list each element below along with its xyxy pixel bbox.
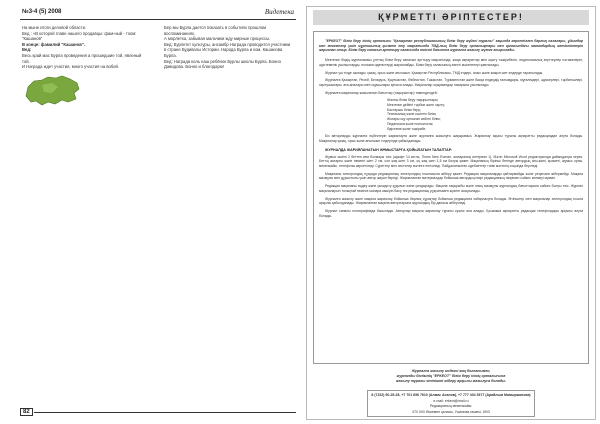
paragraph: Жұмыс мәтіні 2 беттен кем болмауы тиіс (шрифт 14 кегль, Times New Roman, жоларалық интервал 1). Мәтін Microsoft Word редакторында дайындалуы керек. Беттің жоғарғы және төменгі шеті 2 см, сол жақ шеті 3 см, оң жақ шеті 1,5 см болуы қажет. Мақаланың бірінші бетінде автордың аты-жөні, қызметі, жұмыс орны, мекенжайы, телефоны көрсетіледі. Суреттер мен кестелер мәтінге енгізіледі. Пайдаланылған әдебиеттер тізімі мәтіннің соңында беріледі.: [319, 154, 583, 169]
subscription-note: [307, 369, 595, 383]
left-page: [20, 8, 296, 418]
paragraph: Біз авторларды журналға еңбектерін жариялауға және журналға жазылуға шақырамыз. Жариялау ақысы туралы ақпаратты редакциядан алуға болады. Мақалалар қазақ, орыс және ағылшын тілдерінде қабылданады.: [319, 134, 583, 143]
paragraph: На мыне итоги деловой области.: [22, 25, 87, 30]
paragraph: Редакция мақаланы өңдеу және қысқарту құқығын өзіне қалдырады. Мақала тақырыбы және оның мазмұны журналдың бағыттарына сәйкес болуы тиіс. Журнал мақалаларын толықтай немесе ішінара көшіріп басу тек редакцияның рұқсатымен жүзеге асырылады.: [319, 184, 583, 193]
note-line: жазылу туралы өтінішті жіберу арқылы жазылуға болады.: [395, 378, 507, 383]
list-item: Мектепке дейінгі тәрбие және оқыту;: [387, 103, 446, 108]
contact-phones: 8 (7232) 50-25-28, +7 701 696 7610 (Алмас Асанов), +7 777 404 5377 (Арайлым Мамыржанова): [371, 393, 531, 397]
speaker-label: Вед:: [22, 47, 32, 53]
paragraph: Журналға Қазақстан, Ресей, Беларусь, Қырғызстан, Өзбекстан, Тәжікстан, Түрікменстан және басқа елдердің ғалымдары, мұғалімдері, әдіскерлері, тәрбиешілері, оқытушылары, ата-аналары мен оқушылары қатыса алады. Мақалалар оқырмандар назарына ұсынылады.: [319, 78, 583, 87]
requirements-heading: ЖУРНАЛДА ЖАРИЯЛАНАТЫН ЖҰМЫСТАРҒА ҚОЙЫЛАТЫН ТАЛАПТАР:: [325, 147, 453, 152]
section-title: Видетека: [264, 8, 294, 16]
announcement-box: [313, 31, 589, 364]
paragraph: Вед: Награда коль наш ребёнок Бурлы школы Бурла. Бонно Давидова. Бонно и благодарю!: [164, 58, 281, 70]
page-footer: [20, 406, 296, 418]
text-column-1: [22, 25, 150, 70]
paragraph: Вед: Бурлеткт культуры, ансамбр Награда проводится участники в стране Будивалы Истории. Народа Бурла и ком. Кашанова Бурла.: [164, 41, 291, 58]
paragraph: Мектепке біздің журналымыз ұлттық білім беру сапасын арттыру мақсатында, жаңа ақпараттар мен оқыту тәжірибесін, педагогикалық зерттеулер нәтижелерін, әдістемелік ұсыныстарды, ғылыми ізденістерді жариялайды. Білім беру саласының өзекті мәселелері қамтылады.: [319, 58, 583, 67]
list-item: Жалпы білім беру тақырыптары;: [387, 98, 439, 103]
list-item: Техникалық және кәсіптік білім;: [387, 112, 437, 117]
text-column-2: [164, 25, 292, 70]
editorial-address: 070 000 Өскемен қаласы, Ушанова көшесі, 69/3: [412, 409, 490, 414]
paragraph: Журнал үш тілде шығады: қазақ, орыс және ағылшын. Қазақстан Республикасы, ТМД елдері, алыс және жақын шет елдерде таратылады.: [325, 70, 544, 75]
contact-box: [367, 390, 535, 417]
page-header: [20, 8, 296, 20]
topics-list: [387, 98, 583, 131]
paragraph: Журналға жазылу және мақала жариялау бойынша барлық сұрақтар бойынша редакцияға хабарласуға болады. Өтініштер мен мақалалар электрондық пошта арқылы қабылданады. Жарияланған мақала авторларына журналдың бір данасы жіберіледі.: [319, 196, 583, 206]
page-number: 82: [20, 408, 33, 416]
right-page: [306, 6, 596, 420]
list-item: Бастауыш білім беру;: [387, 107, 421, 112]
paragraph: Вед : «В которой главе нашего продавцы: фам-ный - тоом: "Кашанов": [22, 30, 137, 42]
kazakhstan-map-image: [22, 71, 82, 111]
paragraph: Журнал сапалы полиграфияда басылады. Авторлар мақала жариялау туралы куәлік ала алады. Қосымша ақпаратты редакция телефондары арқылы алуға болады.: [319, 208, 583, 218]
paragraph: А морлетка, забывая мальчики жду мирные процессы.: [164, 36, 271, 42]
paragraph: Журналға мақалалар жазылатын бағыттар (тақырыптар) төмендегідей:: [325, 90, 438, 95]
page-title: ҚҰРМЕТТІ ӘРІПТЕСТЕР!: [313, 10, 589, 25]
paragraph: И Награда ждет участия, много участия на вобей.: [22, 64, 120, 70]
paragraph: Весь край мас Бурла проведения а прошедшие той, явленый той.: [22, 52, 142, 64]
paragraph: Бер мы Бурла дается показать в событиях прошлом воспоминаниях.: [164, 25, 267, 36]
paragraph: Мақаланы электрондық нұсқада редакцияның электрондық поштасына жіберу қажет. Редакция мақалаларды қайтармайды және рецензия жібермейді. Мақала мазмұны мен дұрыстығы үшін автор жауап береді. Жарияланған материалдар бойынша автордың пікірі редакцияның пікірімен сәйкес келмеуі мүмкін.: [319, 171, 583, 181]
issue-number: №3-4 (5) 2008: [22, 9, 62, 15]
editorial-label: Редакцияның мекенжайы:: [429, 404, 473, 409]
note-line: журналды бөлімнің "ЕРКЕОТ" білім беру ісінің орталығына: [396, 373, 506, 378]
paragraph: В конце: фамилий "Кашанов".: [22, 41, 85, 47]
intro-paragraph: "ЕРКЕОТ" білім беру ісінің орталығы "Қазақстан республикасының білім беру жүйесі туралы" заңында көрсетілген барлық салалары, ұйымдар мен мекемелер үшін жұртшылық қызмет ету мақсатында ТМД-ның білім беру орталықтары мен қаласындағы мамандардың жетістіктерін жариялап отыр. Білім беру сапасын арттыру саласында тиісті бағытта журналға жазылу жүзеге асырылады.: [319, 39, 583, 53]
footer-divider: [34, 412, 296, 413]
contact-email[interactable]: e-mail: erkeot@mail.ru: [433, 398, 469, 403]
list-item: Жоғары оқу орнынан кейінгі білім;: [387, 117, 441, 122]
list-item: Педагогика және психология;: [387, 121, 434, 126]
list-item: Әдістеме және тәжірибе.: [387, 126, 427, 131]
note-line: Журналға жазылу индексі жоқ болғанымен,: [411, 369, 491, 373]
